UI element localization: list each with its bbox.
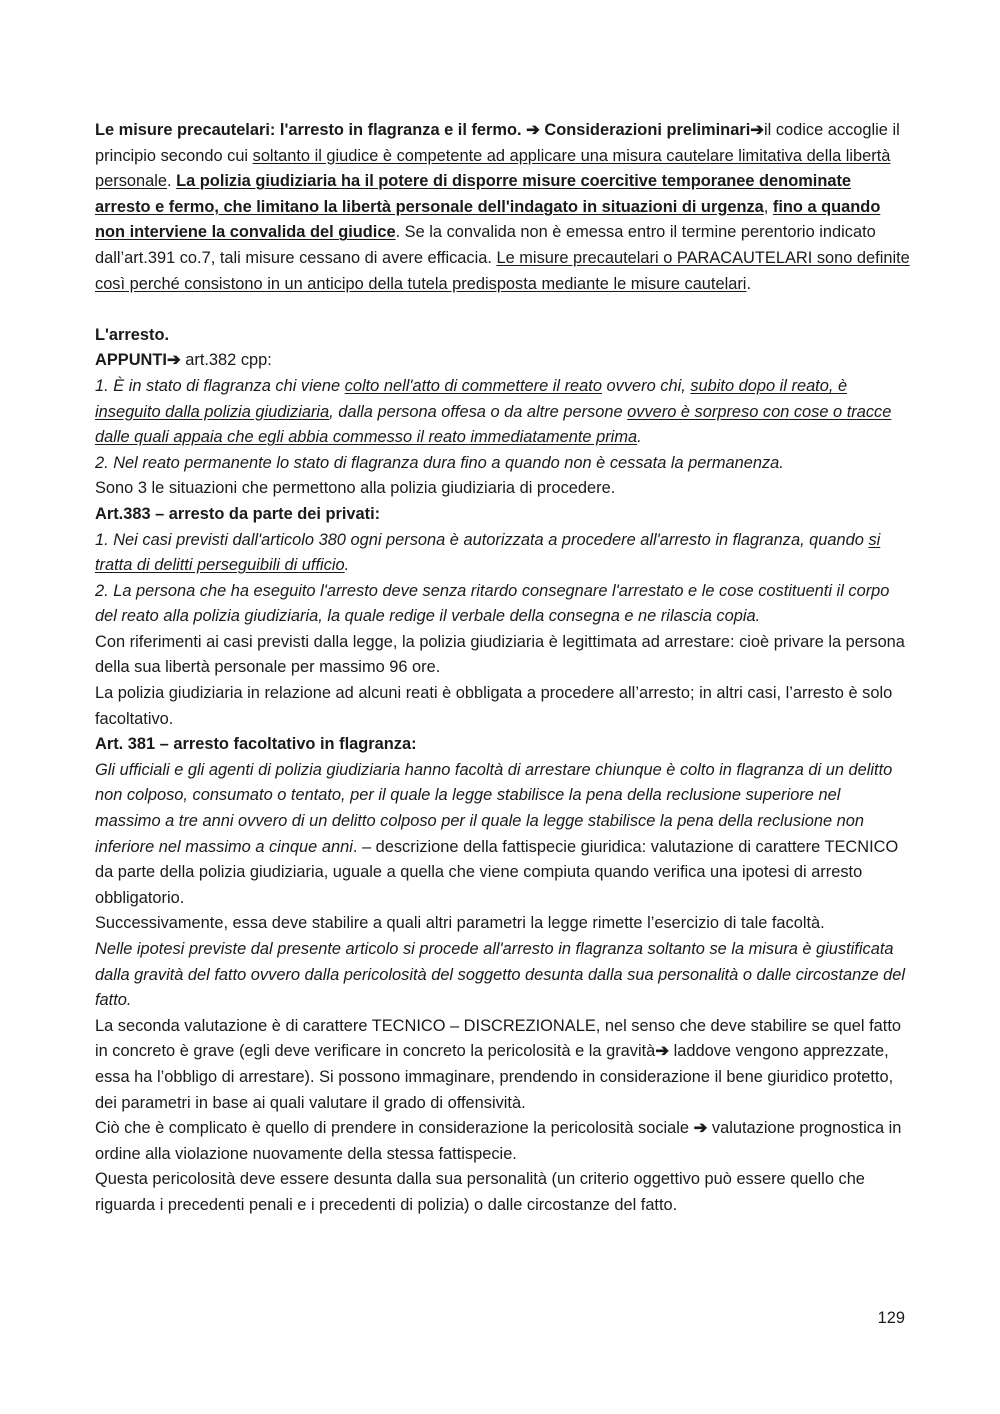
- body-paragraph: Successivamente, essa deve stabilire a quali altri parametri la legge rimette l’esercizio di tale facoltà.: [95, 914, 825, 933]
- appunti-label: APPUNTI: [95, 351, 167, 370]
- bold-underlined-text: fino a quando non interviene la convalida del giudice: [95, 197, 881, 242]
- body-text: La seconda valutazione è di carattere TECNICO – DISCREZIONALE, nel senso che deve stabilire se quel fatto in concreto è grave (egli deve verificare in concreto la pericolosità e la gravità: [95, 1016, 901, 1061]
- italic-text: 1. Nei casi previsti dall'articolo 380 ogni persona è autorizzata a procedere all'arresto in flagranza, quando: [95, 530, 869, 549]
- arrow-icon: ➔: [750, 121, 764, 139]
- underlined-text: ovvero è sorpreso con cose o tracce dalle quali appaia che egli abbia commesso il reato immediatamente prima: [95, 402, 892, 447]
- underlined-text: soltanto il giudice è competente ad applicare una misura cautelare limitativa della libertà personale: [95, 146, 891, 191]
- underlined-text: si tratta di delitti perseguibili di ufficio: [95, 530, 881, 575]
- body-text: valutazione prognostica in ordine alla violazione nuovamente della stessa fattispecie.: [95, 1119, 902, 1163]
- art382-paragraph-2: 2. Nel reato permanente lo stato di flagranza dura fino a quando non è cessata la permanenza.: [95, 453, 784, 472]
- art383-paragraph-1: [95, 528, 910, 579]
- underlined-text: Le misure precautelari o PARACAUTELARI sono definite così perché consistono in un anticipo della tutela predisposta mediante le misure cautelari: [95, 248, 910, 293]
- article-reference: art.382 cpp:: [180, 351, 272, 370]
- art383-paragraph-2: 2. La persona che ha eseguito l'arresto deve senza ritardo consegnare l'arrestato e le cose costituenti il corpo del reato alla polizia giudiziaria, la quale redige il verbale della consegna e ne rilascia copia.: [95, 581, 890, 626]
- body-text: . Se la convalida non è emessa entro il termine perentorio indicato dall’art.391 co.7, tali misure cessano di avere efficacia.: [95, 223, 876, 267]
- arrow-icon: ➔: [521, 121, 545, 139]
- arrow-icon: ➔: [166, 351, 181, 370]
- italic-text: ovvero chi,: [601, 376, 691, 395]
- italic-text: .: [344, 556, 350, 575]
- body-paragraph: [95, 1014, 910, 1116]
- art381-paragraph-3: Nelle ipotesi previste dal presente articolo si procede all'arresto in flagranza soltanto se la misura è giustificata dalla gravità del fatto ovvero dalla pericolosità del soggetto desunta dalla sua personalità o dalle circostanze del fatto.: [95, 940, 906, 1010]
- underlined-text: subito dopo il reato, è inseguito dalla polizia giudiziaria: [95, 376, 848, 421]
- bold-underlined-text: La polizia giudiziaria ha il potere di disporre misure coercitive temporanee denominate arresto e fermo, che limitano la libertà personale dell'indagato in situazioni di urgenza: [95, 172, 852, 216]
- blank-line: [95, 297, 910, 323]
- intro-paragraph: [95, 118, 910, 297]
- arrow-icon: ➔: [655, 1042, 670, 1061]
- body-text: .: [746, 274, 752, 293]
- page-number: 129: [877, 1309, 905, 1327]
- art382-paragraph-1: [95, 374, 910, 451]
- document-page: [95, 118, 910, 1219]
- appunti-line: [95, 348, 910, 374]
- arrow-icon: ➔: [693, 1119, 708, 1138]
- section-title: Le misure precautelari: l'arresto in flagranza e il fermo.: [95, 121, 522, 139]
- body-paragraph: Questa pericolosità deve essere desunta dalla sua personalità (un criterio oggettivo può essere quello che riguarda i precedenti penali e i precedenti di polizia) o dalle circostanze del fatto.: [95, 1170, 865, 1214]
- italic-text: , dalla persona offesa o da altre persone: [329, 402, 628, 421]
- body-text: laddove vengono apprezzate, essa ha l’obbligo di arrestare). Si possono immaginare, prendendo in considerazione il bene giuridico protetto, dei parametri in base ai quali valutare il grado di offensività.: [95, 1042, 894, 1112]
- art381-paragraph-1: [95, 758, 910, 912]
- italic-text: .: [637, 428, 642, 447]
- italic-text: 1. È in stato di flagranza chi viene: [95, 376, 345, 395]
- body-text: . – descrizione della fattispecie giuridica: valutazione di carattere TECNICO da parte della polizia giudiziaria, uguale a quella che viene compiuta quando verifica una ipotesi di arresto obbligatorio.: [95, 837, 899, 907]
- arresto-heading: L'arresto.: [95, 325, 170, 344]
- underlined-text: colto nell'atto di commettere il reato: [344, 376, 602, 395]
- body-paragraph: [95, 1116, 910, 1167]
- body-text: il codice accoglie il principio secondo cui: [95, 121, 900, 165]
- body-text: ,: [763, 197, 773, 216]
- body-text: Ciò che è complicato è quello di prendere in considerazione la pericolosità sociale: [95, 1119, 694, 1138]
- art381-heading: Art. 381 – arresto facoltativo in flagranza:: [95, 735, 417, 754]
- art383-heading: Art.383 – arresto da parte dei privati:: [95, 504, 381, 523]
- body-text: .: [167, 172, 177, 191]
- body-paragraph: Con riferimenti ai casi previsti dalla legge, la polizia giudiziaria è legittimata ad arrestare: cioè privare la persona della sua libertà personale per massimo 96 ore.: [95, 632, 905, 677]
- preliminary-heading: Considerazioni preliminari: [544, 121, 751, 139]
- italic-text: Gli ufficiali e gli agenti di polizia giudiziaria hanno facoltà di arrestare chiunque è colto in flagranza di un delitto non colposo, consumato o tentato, per il quale la legge stabilisce la pena della reclusione superiore nel massimo a tre anni ovvero di un delitto colposo per il quale la legge stabilisce la pena della reclusione non inferiore nel massimo a cinque anni: [95, 760, 893, 856]
- body-paragraph: Sono 3 le situazioni che permettono alla polizia giudiziaria di procedere.: [95, 479, 616, 498]
- body-paragraph: La polizia giudiziaria in relazione ad alcuni reati è obbligata a procedere all’arresto; in altri casi, l’arresto è solo facoltativo.: [95, 684, 893, 728]
